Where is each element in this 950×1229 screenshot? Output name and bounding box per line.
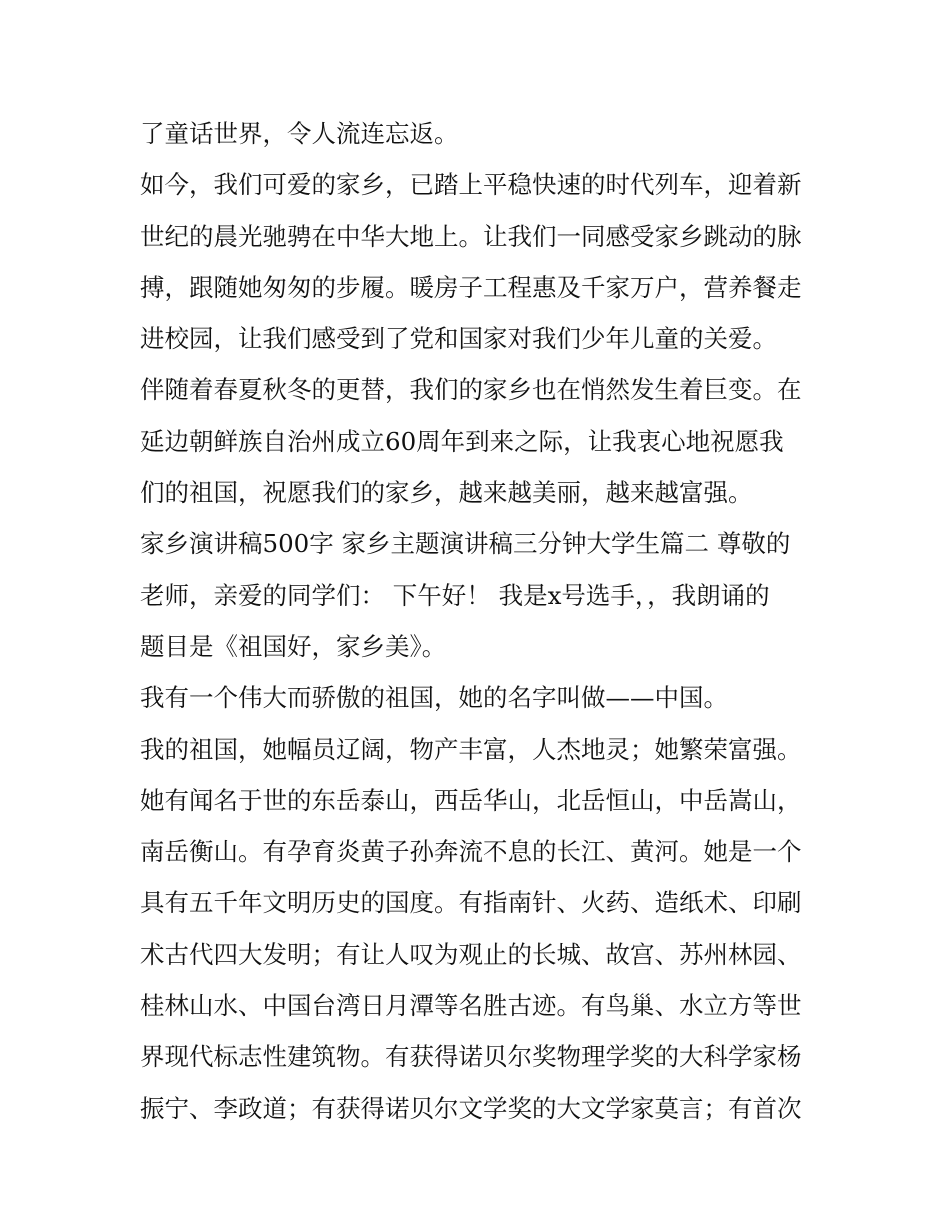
text-line: 了童话世界，令人流连忘返。 [140,119,459,148]
text-line: 题目是《祖国好，家乡美》。 [140,631,447,661]
text-line: 进校园，让我们感受到了党和国家对我们少年儿童的关爱。 [140,324,777,354]
text-line: 如今，我们可爱的家乡，已踏上平稳快速的时代列车，迎着新 [140,170,802,200]
text-line: 具有五千年文明历史的国度。有指南针、火药、造纸术、印刷 [140,888,802,918]
text-line: 老师，亲爱的同学们： 下午好！ 我是x号选手，，我朗诵的 [140,580,770,610]
text-line: 南岳衡山。有孕育炎黄子孙奔流不息的长江、黄河。她是一个 [140,837,802,867]
text-line: 她有闻名于世的东岳泰山，西岳华山，北岳恒山，中岳嵩山， [140,785,802,815]
body-text [140,108,820,1134]
text-line: 家乡演讲稿500字 家乡主题演讲稿三分钟大学生篇二 尊敬的 [140,529,791,559]
text-line: 界现代标志性建筑物。有获得诺贝尔奖物理学奖的大科学家杨 [140,1042,802,1072]
text-line: 振宁、李政道；有获得诺贝尔文学奖的大文学家莫言；有首次 [140,1093,802,1123]
text-line: 桂林山水、中国台湾日月潭等名胜古迹。有鸟巢、水立方等世 [140,991,802,1021]
text-line: 术古代四大发明；有让人叹为观止的长城、故宫、苏州林园、 [140,939,802,969]
text-line: 延边朝鲜族自治州成立60周年到来之际，让我衷心地祝愿我 [140,426,784,456]
text-line: 们的祖国，祝愿我们的家乡，越来越美丽，越来越富强。 [140,478,753,508]
text-line: 搏，跟随她匆匆的步履。暖房子工程惠及千家万户，营养餐走 [140,272,802,302]
text-line: 我有一个伟大而骄傲的祖国，她的名字叫做——中国。 [140,683,728,713]
text-line: 世纪的晨光驰骋在中华大地上。让我们一同感受家乡跳动的脉 [140,221,802,251]
text-line: 我的祖国，她幅员辽阔，物产丰富，人杰地灵；她繁荣富强。 [140,734,802,764]
text-line: 伴随着春夏秋冬的更替，我们的家乡也在悄然发生着巨变。在 [140,375,802,405]
